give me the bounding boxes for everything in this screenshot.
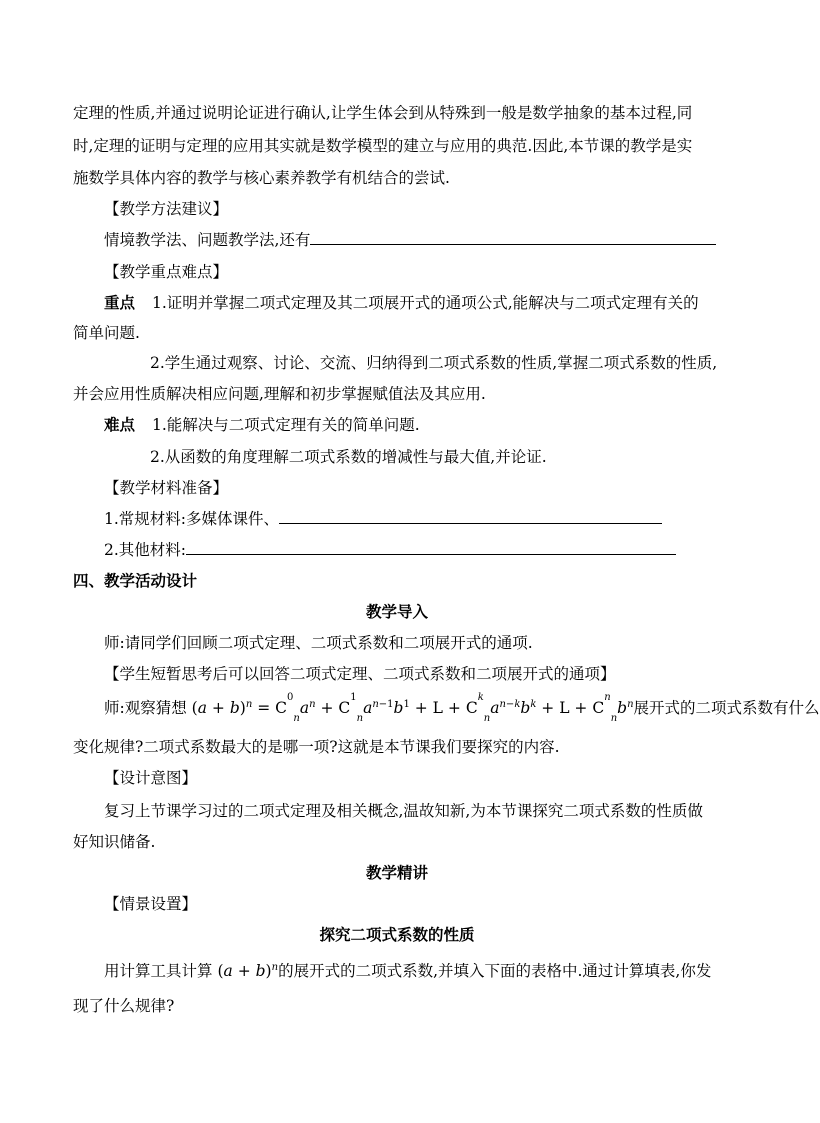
focus-label: 重点 xyxy=(104,293,136,312)
teacher-2-prefix: 师:观察猜想 xyxy=(104,699,187,717)
explore-title: 探究二项式系数的性质 xyxy=(319,925,475,944)
materials-item-2 xyxy=(104,540,676,560)
teacher-2-continuation: 变化规律?二项式系数最大的是哪一项?这就是本节课我们要探究的内容. xyxy=(73,738,560,756)
binomial-expansion-formula: $(a + b)^n = C^0_na^n + C^1_na^{n-1}b^1 + L + C^k_na^{n-k}b^k + L + C^n_nb^n$ xyxy=(191,691,634,725)
design-line-2: 好知识储备. xyxy=(73,833,156,851)
task-suffix: 的展开式的二项式系数,并填入下面的表格中.通过计算填表,你发 xyxy=(278,962,712,980)
materials-item-1-blank xyxy=(279,509,662,524)
teacher-2-suffix: 展开式的二项式系数有什么 xyxy=(633,699,820,717)
section-4-heading: 四、教学活动设计 xyxy=(73,571,198,590)
intro-line-3: 施数学具体内容的教学与核心素养教学有机结合的尝试. xyxy=(73,169,450,187)
method-text-label: 情境教学法、问题教学法,还有 xyxy=(104,231,311,249)
materials-item-1-label: 1.常规材料:多媒体课件、 xyxy=(104,510,280,528)
lecture-title: 教学精讲 xyxy=(365,863,428,882)
method-heading: 【教学方法建议】 xyxy=(104,200,229,218)
binomial-power-formula: $(a + b)^n$ xyxy=(217,961,279,980)
task-prefix: 用计算工具计算 xyxy=(104,962,213,980)
difficulty-item-1 xyxy=(104,415,420,435)
student-line-1: 【学生短暂思考后可以回答二项式定理、二项式系数和二项展开式的通项】 xyxy=(104,665,616,683)
design-line-1: 复习上节课学习过的二项式定理及相关概念,温故知新,为本节课探究二项式系数的性质做 xyxy=(104,802,703,820)
teacher-line-1: 师:请同学们回顾二项式定理、二项式系数和二项展开式的通项. xyxy=(104,634,533,652)
task-line-2: 现了什么规律? xyxy=(73,997,175,1015)
difficulty-1-text: 1.能解决与二项式定理有关的简单问题. xyxy=(151,416,420,434)
design-heading: 【设计意图】 xyxy=(104,769,198,787)
intro-line-2: 时,定理的证明与定理的应用其实就是数学模型的建立与应用的典范.因此,本节课的教学是实 xyxy=(73,137,693,155)
focus-item-2: 2.学生通过观察、讨论、交流、归纳得到二项式系数的性质,掌握二项式系数的性质, xyxy=(150,354,718,372)
scene-heading: 【情景设置】 xyxy=(104,895,198,913)
materials-item-2-blank xyxy=(186,540,676,555)
method-text xyxy=(104,230,716,250)
teacher-line-2 xyxy=(104,691,820,725)
keypoints-heading: 【教学重点难点】 xyxy=(104,263,229,281)
difficulty-label: 难点 xyxy=(104,415,136,434)
intro-line-1: 定理的性质,并通过说明论证进行确认,让学生体会到从特殊到一般是数学抽象的基本过程,同 xyxy=(73,104,693,122)
materials-heading: 【教学材料准备】 xyxy=(104,479,229,497)
materials-item-2-label: 2.其他材料: xyxy=(104,541,187,559)
focus-1-continuation: 简单问题. xyxy=(73,324,140,342)
focus-1-text: 1.证明并掌握二项式定理及其二项展开式的通项公式,能解决与二项式定理有关的 xyxy=(151,294,699,312)
focus-item-1 xyxy=(104,293,699,313)
difficulty-item-2: 2.从函数的角度理解二项式系数的增减性与最大值,并论证. xyxy=(150,448,547,466)
materials-item-1 xyxy=(104,509,662,529)
focus-2-continuation: 并会应用性质解决相应问题,理解和初步掌握赋值法及其应用. xyxy=(73,385,486,403)
method-blank-line xyxy=(310,230,716,245)
intro-title: 教学导入 xyxy=(365,602,428,621)
task-line-1 xyxy=(104,961,711,981)
